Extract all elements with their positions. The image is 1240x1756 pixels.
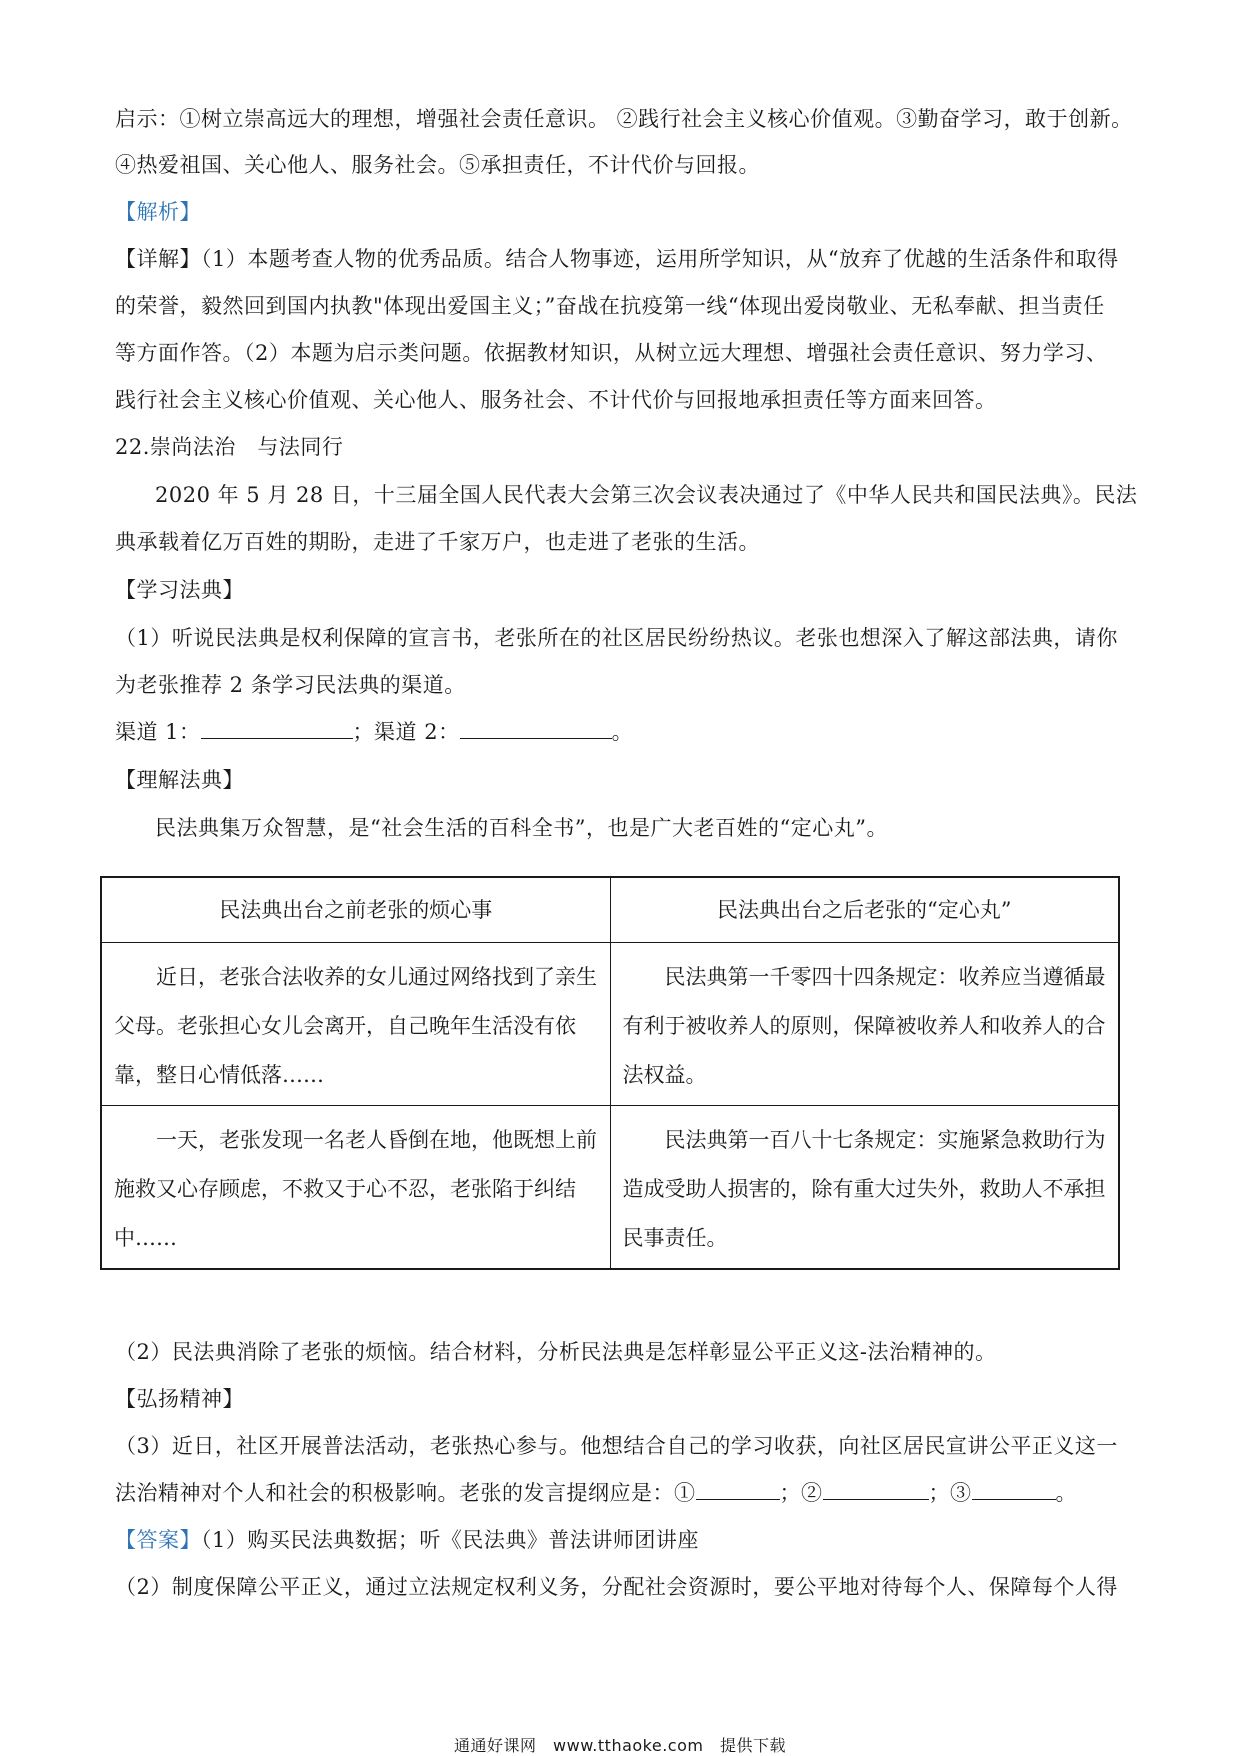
inspiration-line-1: 启示：①树立崇高远大的理想，增强社会责任意识。 ②践行社会主义核心价值观。③勤奋学习，敢于创新。 (115, 107, 1133, 131)
table-row (101, 943, 1119, 1106)
section-heading-study: 【学习法典】 (115, 578, 244, 602)
answer-tag: 【答案】 (115, 1528, 201, 1552)
outline-blank-1 (696, 1479, 780, 1500)
outline-blank-2 (823, 1479, 929, 1500)
question-3-text: 法治精神对个人和社会的积极影响。老张的发言提纲应是：① (115, 1481, 696, 1505)
answer-line-1 (115, 1525, 699, 1555)
outline-end: 。 (1055, 1481, 1077, 1505)
channel-1-label: 渠道 1： (115, 720, 201, 744)
question-22-title: 22.崇尚法治 与法同行 (115, 435, 344, 459)
table-cell-after: 民法典第一千零四十四条规定：收养应当遵循最有利于被收养人的原则，保障被收养人和收养人的合法权益。 (610, 943, 1119, 1106)
material-line-3: 民法典集万众智慧，是“社会生活的百科全书”，也是广大老百姓的“定心丸”。 (155, 816, 888, 840)
question-1-line-1: （1）听说民法典是权利保障的宣言书，老张所在的社区居民纷纷热议。老张也想深入了解这部法典，请你 (115, 626, 1118, 650)
civil-code-table (100, 876, 1120, 1270)
channel-2-label: ；渠道 2： (352, 720, 460, 744)
question-3-line-1: （3）近日，社区开展普法活动，老张热心参与。他想结合自己的学习收获，向社区居民宣讲公平正义这一 (115, 1434, 1118, 1458)
answer-1-text: （1）购买民法典数据；听《民法典》普法讲师团讲座 (201, 1528, 699, 1552)
outline-sep-2: ；② (779, 1481, 823, 1505)
section-heading-understand: 【理解法典】 (115, 768, 244, 792)
detail-line-3: 等方面作答。（2）本题为启示类问题。依据教材知识，从树立远大理想、增强社会责任意识、努力学习、 (115, 341, 1108, 365)
channel-line (115, 717, 633, 747)
channel-end: 。 (611, 720, 634, 744)
table-row (101, 1105, 1119, 1269)
analysis-tag: 【解析】 (115, 200, 201, 224)
material-line-2: 典承载着亿万百姓的期盼，走进了千家万户，也走进了老张的生活。 (115, 530, 760, 554)
material-line-1: 2020 年 5 月 28 日，十三届全国人民代表大会第三次会议表决通过了《中华人民共和国民法典》。民法 (155, 483, 1138, 507)
outline-blank-3 (972, 1479, 1056, 1500)
detail-line-4: 践行社会主义核心价值观、关心他人、服务社会、不计代价与回报地承担责任等方面来回答。 (115, 388, 997, 412)
table-header-before: 民法典出台之前老张的烦心事 (101, 877, 610, 943)
question-1-line-2: 为老张推荐 2 条学习民法典的渠道。 (115, 673, 466, 697)
table-cell-after: 民法典第一百八十七条规定：实施紧急救助行为造成受助人损害的，除有重大过失外，救助人不承担民事责任。 (610, 1105, 1119, 1269)
channel-1-blank (201, 718, 353, 739)
table-cell-before: 近日，老张合法收养的女儿通过网络找到了亲生父母。老张担心女儿会离开，自己晚年生活没有依靠，整日心情低落…… (101, 943, 610, 1106)
section-heading-promote: 【弘扬精神】 (115, 1387, 244, 1411)
channel-2-blank (460, 718, 612, 739)
detail-line-1: 【详解】（1）本题考查人物的优秀品质。结合人物事迹，运用所学知识，从“放弃了优越的生活条件和取得 (115, 247, 1119, 271)
detail-line-2: 的荣誉，毅然回到国内执教"体现出爱国主义；”奋战在抗疫第一线“体现出爱岗敬业、无私奉献、担当责任 (115, 294, 1105, 318)
question-2: （2）民法典消除了老张的烦恼。结合材料，分析民法典是怎样彰显公平正义这-法治精神的。 (115, 1340, 997, 1364)
outline-sep-3: ；③ (928, 1481, 972, 1505)
table-header-after: 民法典出台之后老张的“定心丸” (610, 877, 1119, 943)
table-header-row (101, 877, 1119, 943)
question-3-line-2 (115, 1478, 1077, 1508)
inspiration-line-2: ④热爱祖国、关心他人、服务社会。⑤承担责任，不计代价与回报。 (115, 153, 760, 177)
table-cell-before: 一天，老张发现一名老人昏倒在地，他既想上前施救又心存顾虑，不救又于心不忍，老张陷于纠结中…… (101, 1105, 610, 1269)
answer-line-2: （2）制度保障公平正义，通过立法规定权利义务，分配社会资源时，要公平地对待每个人、保障每个人得 (115, 1575, 1118, 1599)
page-footer: 通通好课网 www.tthaoke.com 提供下载 (454, 1736, 786, 1755)
